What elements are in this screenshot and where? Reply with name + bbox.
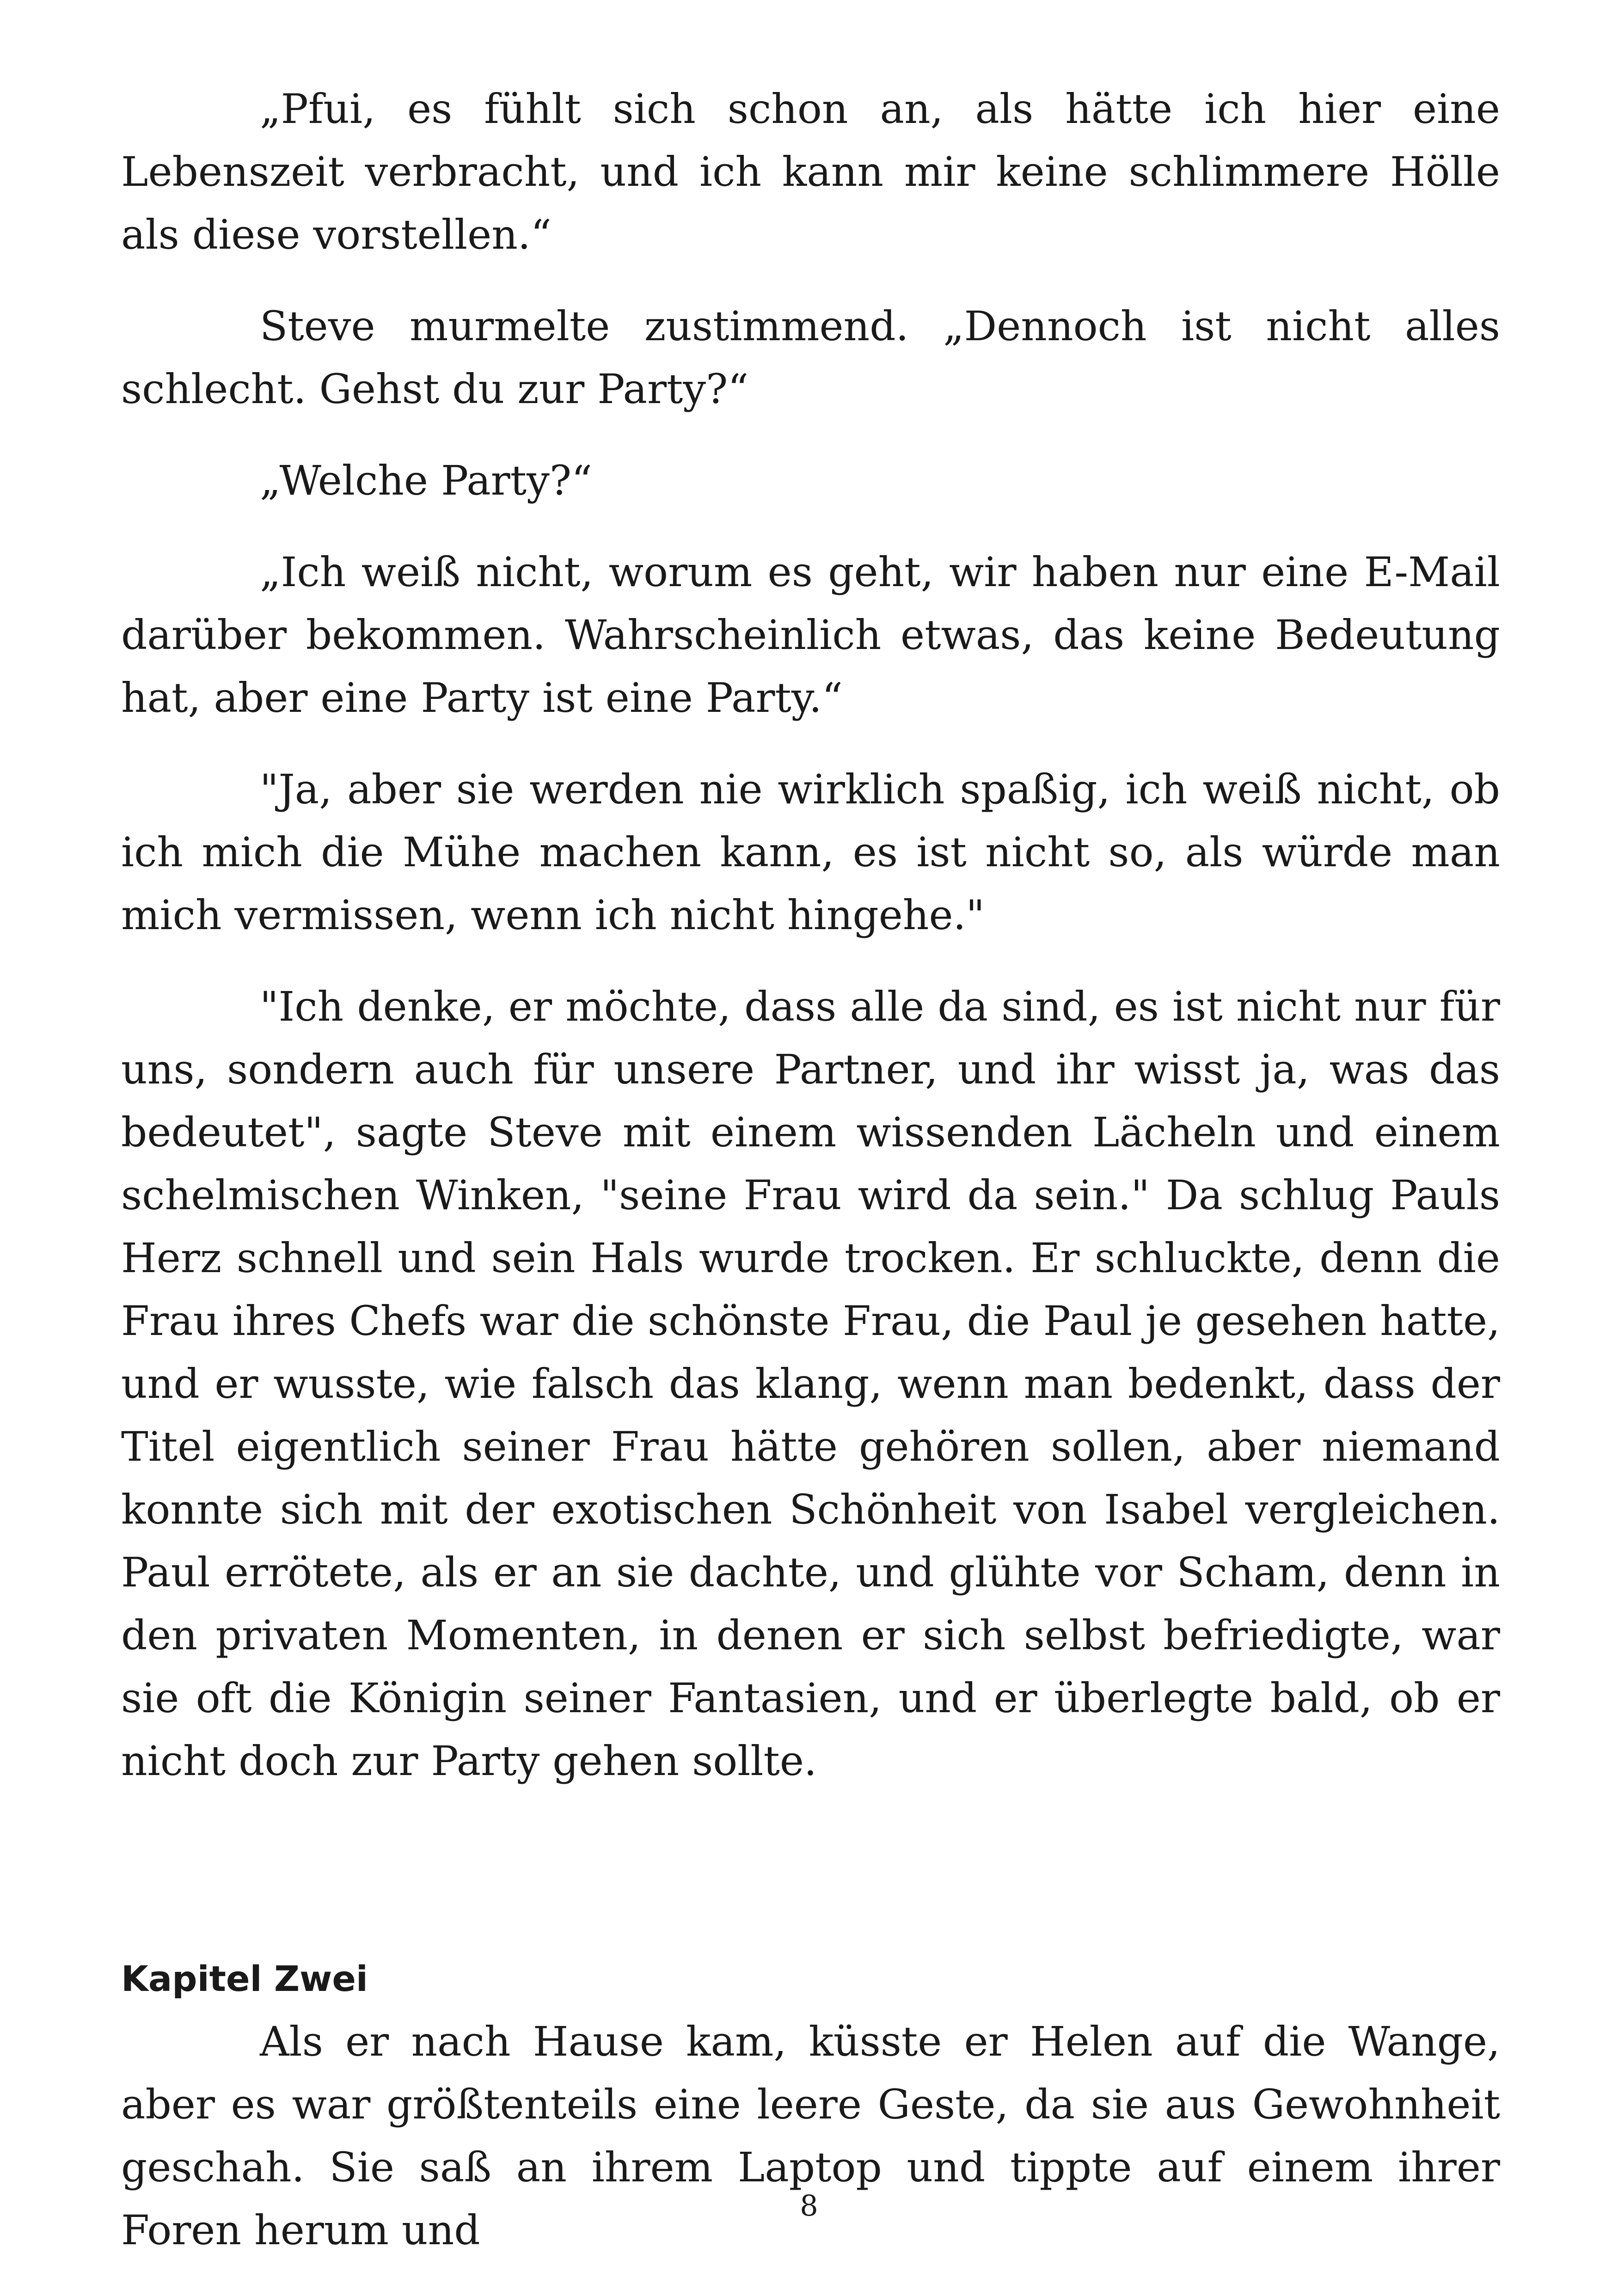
paragraph-5: "Ja, aber sie werden nie wirklich spaßig, ich weiß nicht, ob ich mich die Mühe machen kann, es ist nicht so, als würde man mich vermissen, wenn ich nicht hingehe." (121, 765, 1500, 939)
paragraph-4: „Ich weiß nicht, worum es geht, wir haben nur eine E-Mail darüber bekommen. Wahrscheinlich etwas, das keine Bedeutung hat, aber eine Party ist eine Party.“ (121, 548, 1500, 722)
paragraph-2: Steve murmelte zustimmend. „Dennoch ist nicht alles schlecht. Gehst du zur Party?“ (121, 302, 1500, 413)
paragraph-3: „Welche Party?“ (260, 457, 592, 504)
page-number: 8 (800, 2189, 818, 2223)
chapter-first-paragraph: Als er nach Hause kam, küsste er Helen auf die Wange, aber es war größtenteils eine leere Geste, da sie aus Gewohnheit geschah. Sie saß an ihrem Laptop und tippte auf einem ihrer Foren herum und (121, 2018, 1500, 2254)
paragraph-1: „Pfui, es fühlt sich schon an, als hätte ich hier eine Lebenszeit verbracht, und ich kann mir keine schlimmere Hölle als diese vorstellen.“ (121, 85, 1500, 258)
body-text (121, 78, 1500, 2290)
paragraph-6: "Ich denke, er möchte, dass alle da sind, es ist nicht nur für uns, sondern auch für unsere Partner, und ihr wisst ja, was das bedeutet", sagte Steve mit einem wissenden Lächeln und einem schelmischen Winken, "seine Frau wird da sein." Da schlug Pauls Herz schnell und sein Hals wurde trocken. Er schluckte, denn die Frau ihres Chefs war die schönste Frau, die Paul je gesehen hatte, und er wusste, wie falsch das klang, wenn man bedenkt, dass der Titel eigentlich seiner Frau hätte gehören sollen, aber niemand konnte sich mit der exotischen Schönheit von Isabel vergleichen. Paul errötete, als er an sie dachte, und glühte vor Scham, denn in den privaten Momenten, in denen er sich selbst befriedigte, war sie oft die Königin seiner Fantasien, und er überlegte bald, ob er nicht doch zur Party gehen sollte. (121, 983, 1500, 1785)
chapter-heading: Kapitel Zwei (121, 1958, 368, 1999)
